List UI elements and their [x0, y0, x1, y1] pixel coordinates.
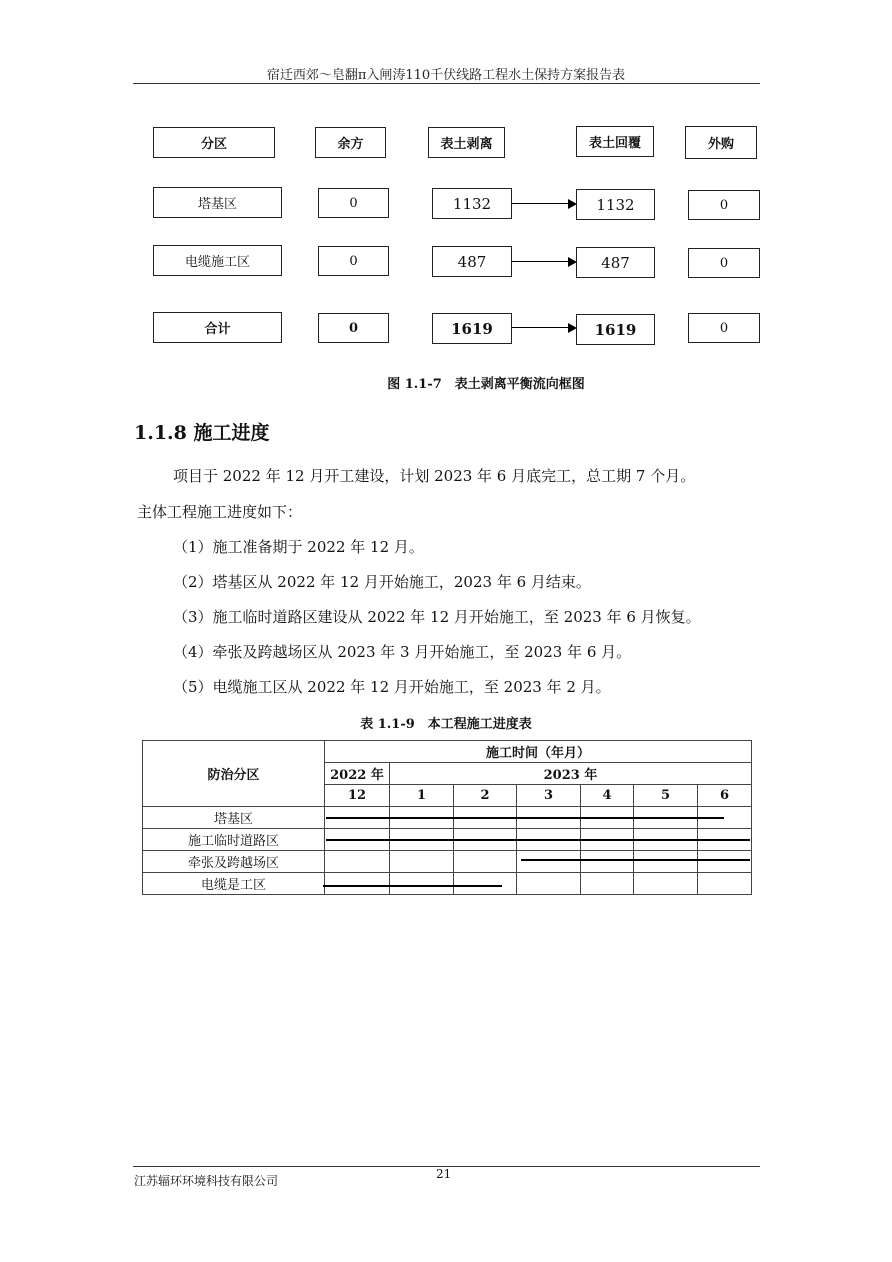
row-cover-tower: 1132: [576, 189, 655, 220]
flow-arrow: [512, 327, 570, 328]
row-zone-total: 合计: [153, 312, 282, 343]
header-topsoil-strip: 表土剥离: [428, 127, 505, 158]
zone-cell: 塔基区: [143, 807, 325, 829]
row-strip-total: 1619: [432, 313, 512, 344]
zone-cell: 电缆是工区: [143, 873, 325, 895]
month-header: 3: [517, 785, 581, 807]
schedule-item: （2）塔基区从 2022 年 12 月开始施工，2023 年 6 月结束。: [173, 573, 591, 591]
header-topsoil-cover: 表土回覆: [576, 126, 654, 157]
table-caption: 表 1.1-9 本工程施工进度表: [360, 717, 532, 732]
row-surplus-tower: 0: [318, 188, 389, 218]
year-header-2023: 2023 年: [390, 763, 752, 785]
flow-arrow: [512, 261, 570, 262]
month-header: 1: [390, 785, 454, 807]
row-purchase-total: 0: [688, 313, 760, 343]
schedule-item: （1）施工准备期于 2022 年 12 月。: [173, 538, 424, 556]
header-surplus: 余方: [315, 127, 386, 158]
page-header-title: 宿迁西郊～皂翻π入闸涛110千伏线路工程水土保持方案报告表: [266, 68, 626, 83]
gantt-bar-tower: [326, 817, 724, 819]
zone-cell: 施工临时道路区: [143, 829, 325, 851]
row-surplus-cable: 0: [318, 246, 389, 276]
row-cover-cable: 487: [576, 247, 655, 278]
table-row: [143, 873, 752, 895]
row-purchase-cable: 0: [688, 248, 760, 278]
header-zone: 分区: [153, 127, 275, 158]
paragraph-intro: 项目于 2022 年 12 月开工建设，计划 2023 年 6 月底完工，总工期 7 个月。: [173, 467, 696, 485]
schedule-item: （5）电缆施工区从 2022 年 12 月开始施工，至 2023 年 2 月。: [173, 678, 611, 696]
schedule-item: （4）牵张及跨越场区从 2023 年 3 月开始施工，至 2023 年 6 月。: [173, 643, 632, 661]
gantt-bar-tension-crossing: [521, 859, 750, 861]
footer-company: 江苏辐环环境科技有限公司: [134, 1174, 279, 1188]
schedule-item: （3）施工临时道路区建设从 2022 年 12 月开始施工，至 2023 年 6 月恢复。: [173, 608, 701, 626]
figure-caption: 图 1.1-7 表土剥离平衡流向框图: [387, 377, 585, 392]
flow-arrow: [512, 203, 570, 204]
row-cover-total: 1619: [576, 314, 655, 345]
month-header: 4: [581, 785, 634, 807]
time-header: 施工时间（年月）: [325, 741, 752, 763]
month-header: 5: [634, 785, 698, 807]
header-purchase: 外购: [685, 126, 757, 159]
gantt-bar-cable: [323, 885, 502, 887]
header-divider: [133, 83, 760, 84]
row-strip-cable: 487: [432, 246, 512, 277]
row-zone-cable: 电缆施工区: [153, 245, 282, 276]
month-header: 6: [698, 785, 752, 807]
row-surplus-total: 0: [318, 313, 389, 343]
zone-column-header: 防治分区: [143, 741, 325, 807]
table-row: [143, 851, 752, 873]
row-purchase-tower: 0: [688, 190, 760, 220]
row-strip-tower: 1132: [432, 188, 512, 219]
month-header: 2: [454, 785, 517, 807]
year-header-2022: 2022 年: [325, 763, 390, 785]
zone-cell: 牵张及跨越场区: [143, 851, 325, 873]
paragraph-lead: 主体工程施工进度如下：: [137, 503, 303, 521]
month-header: 12: [325, 785, 390, 807]
row-zone-tower: 塔基区: [153, 187, 282, 218]
section-heading: 1.1.8 施工进度: [134, 422, 270, 444]
page-number: 21: [436, 1167, 452, 1181]
gantt-bar-temp-road: [326, 839, 750, 841]
